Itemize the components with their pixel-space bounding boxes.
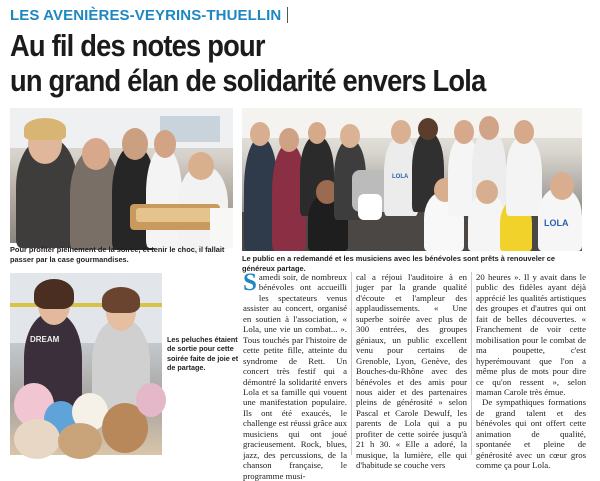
article-text-2: cal a réjoui l'auditoire à en juger par la grande qualité d'écoute et l'ampleur des applaudissements. « Une superbe soirée avec plus de 300 entrées, des groupes géniaux, un public excellent venu pour certains de Grenoble, Lyon, Genève, des Bouches-du-Rhône avec des bénévoles et des amis pour nous aider et des partenaires pleins de générosité » selon Pascal et Carole Dewulf, les parents de Lola qui a pu profiter de cette soirée jusqu'à 21 h 30. « Elle a adoré, la musique, la lumière, elle qui d'habitude se couche vers bbox=[356, 272, 467, 471]
photo-shirt-text: LOLA bbox=[544, 218, 569, 228]
photo-shirt-dream: DREAM bbox=[30, 335, 60, 344]
headline-line-1: Au fil des notes pour bbox=[10, 28, 265, 63]
column-divider bbox=[351, 272, 352, 455]
photo-group bbox=[242, 108, 582, 251]
photo-snack-table bbox=[10, 108, 233, 243]
caption-group: Le public en a redemandé et les musiciens avec les bénévoles sont prêts à renouveler ce généreux partage. bbox=[242, 254, 556, 273]
photo-shirt-text-2: LOLA bbox=[392, 174, 409, 180]
kicker-divider bbox=[287, 7, 288, 23]
caption-plush-toys: Les peluches étaient de sortie pour cette soirée faite de joie et de partage. bbox=[167, 335, 239, 373]
section-kicker bbox=[10, 4, 288, 26]
article-text-3a: 20 heures ». Il y avait dans le public des fidèles ayant déjà apprécié les qualités artistiques des groupes et d'autres qui ont fait de belles découvertes. « Franchement de voir cette mobilisation pour le combat de ma poupette, c'est hyperémouvant que l'on a même plus de mots pour dire ce qu'on ressent », selon maman Carole très émue. bbox=[476, 272, 586, 397]
article-text-3b: De sympathiques formations de grand talent et des bénévoles qui ont offert cette animation de qualité, spontanée et pleine de générosité avec un cœur gros comme ça pour Lola. bbox=[476, 397, 586, 471]
headline bbox=[10, 28, 525, 98]
drop-cap: S bbox=[243, 269, 257, 296]
article-column-1 bbox=[243, 269, 347, 481]
kicker-text: LES AVENIÈRES-VEYRINS-THUELLIN bbox=[10, 6, 282, 24]
article-text-1: amedi soir, de nombreux bénévoles ont accueilli les spectateurs venus assister au concert, organisé en soutien à l'association, « Lola, une vie un combat... ». Tous touchés par l'histoire de cette petite fille, atteinte du syndrome de Rett. Un concert très festif qui a démontré la solidarité envers Lola et sa famille qui vouent une manifestation populaire. Ils ont été exaucés, le challenge est réussi grâce aux musiciens qui ont joué gracieusement. Rock, blues, jazz, des percussions, de la chanson française, le programme musi- bbox=[243, 272, 347, 481]
article-column-2 bbox=[356, 272, 467, 471]
caption-snack-table: Pour profiter pleinement de la soirée, et tenir le choc, il fallait passer par la case gourmandises. bbox=[10, 245, 225, 264]
article-column-3 bbox=[476, 272, 586, 471]
headline-line-2: un grand élan de solidarité envers Lola bbox=[10, 63, 486, 98]
photo-plush-toys bbox=[10, 273, 162, 455]
column-divider bbox=[471, 272, 472, 455]
